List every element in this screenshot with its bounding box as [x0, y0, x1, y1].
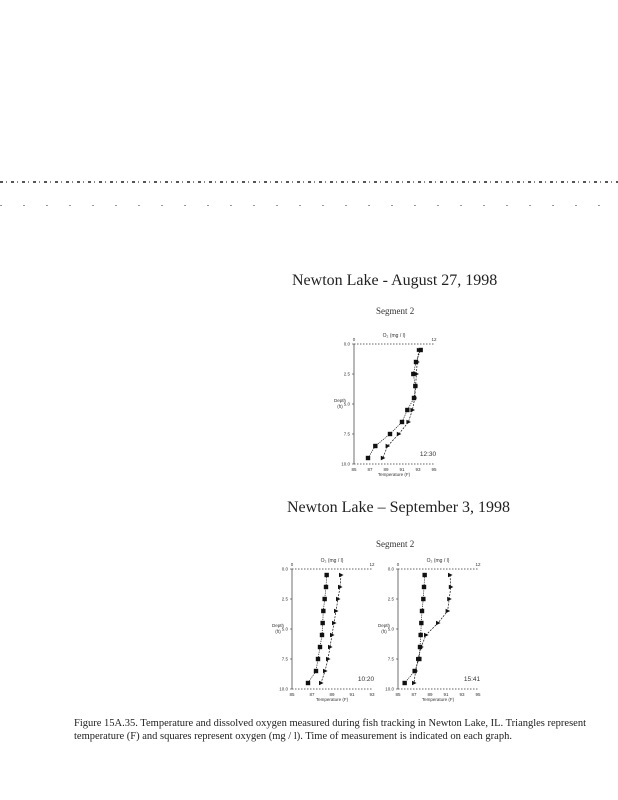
o2-tick-label: 12	[369, 562, 375, 567]
temperature-tick-label: 93	[415, 467, 421, 472]
panel-title-august: Newton Lake - August 27, 1998	[292, 272, 498, 289]
depth-tick-label: 10.0	[341, 461, 350, 467]
oxygen-point	[318, 645, 322, 649]
depth-tick-label: 5.0	[387, 626, 394, 632]
temperature-point	[319, 681, 324, 686]
oxygen-point	[324, 585, 328, 589]
scan-artifact-line	[0, 205, 618, 206]
oxygen-point	[413, 384, 417, 388]
oxygen-point	[417, 657, 421, 661]
temperature-tick-label: 91	[349, 692, 355, 697]
segment-label-august: Segment 2	[376, 306, 415, 316]
depth-tick-label: 5.0	[343, 401, 350, 407]
temperature-point	[323, 669, 328, 674]
depth-tick-label: 2.5	[387, 596, 394, 602]
scan-artifact-line	[0, 181, 618, 183]
oxygen-point	[420, 609, 424, 613]
oxygen-point	[422, 585, 426, 589]
o2-axis-label: O₂ (mg / l)	[426, 558, 450, 564]
temperature-tick-label: 91	[443, 692, 449, 697]
temperature-tick-label: 95	[475, 692, 481, 697]
depth-tick-label: 0.0	[387, 566, 394, 572]
temperature-point	[397, 432, 402, 437]
temperature-axis-label: Temperature (F)	[315, 697, 349, 702]
oxygen-point	[411, 372, 415, 376]
segment-label-september: Segment 2	[376, 539, 415, 549]
depth-axis-label: Depth	[271, 623, 285, 628]
time-label: 12:30	[419, 451, 437, 458]
temperature-axis-label: Temperature (F)	[421, 697, 455, 702]
chart-september-1541	[378, 551, 498, 711]
temperature-point	[332, 621, 337, 626]
depth-axis-unit: (ft)	[337, 404, 343, 409]
temperature-tick-label: 89	[427, 692, 433, 697]
oxygen-series-line	[405, 575, 425, 683]
temperature-point	[424, 633, 429, 638]
temperature-point	[339, 573, 344, 578]
oxygen-point	[306, 681, 310, 685]
o2-axis-label: O₂ (mg / l)	[320, 558, 344, 564]
temperature-tick-label: 93	[369, 692, 375, 697]
depth-tick-label: 0.0	[281, 566, 288, 572]
oxygen-point	[418, 633, 422, 637]
depth-axis-label: Depth	[377, 623, 391, 628]
time-label: 10:20	[357, 676, 375, 683]
oxygen-point	[418, 645, 422, 649]
oxygen-point	[320, 633, 324, 637]
time-label: 15:41	[463, 676, 481, 683]
temperature-tick-label: 91	[399, 467, 405, 472]
oxygen-point	[320, 621, 324, 625]
depth-tick-label: 0.0	[343, 341, 350, 347]
temperature-point	[449, 585, 454, 590]
temperature-series-line	[383, 350, 419, 458]
depth-tick-label: 5.0	[281, 626, 288, 632]
oxygen-point	[422, 573, 426, 577]
o2-tick-label: 0	[290, 562, 294, 567]
oxygen-point	[418, 348, 422, 352]
o2-tick-label: 0	[352, 337, 356, 342]
oxygen-point	[316, 657, 320, 661]
temperature-point	[386, 444, 391, 449]
chart-august-1230	[334, 326, 454, 486]
temperature-tick-label: 85	[395, 692, 401, 697]
oxygen-point	[400, 420, 404, 424]
depth-axis-unit: (ft)	[275, 629, 281, 634]
o2-tick-label: 0	[396, 562, 400, 567]
oxygen-point	[421, 597, 425, 601]
temperature-tick-label: 87	[367, 467, 373, 472]
depth-axis-label: Depth	[333, 398, 347, 403]
depth-axis-unit: (ft)	[381, 629, 387, 634]
oxygen-point	[314, 669, 318, 673]
oxygen-point	[366, 456, 370, 460]
depth-tick-label: 10.0	[385, 686, 394, 692]
oxygen-point	[412, 396, 416, 400]
temperature-tick-label: 85	[351, 467, 357, 472]
panel-title-september: Newton Lake – September 3, 1998	[287, 499, 511, 516]
oxygen-point	[324, 573, 328, 577]
o2-axis-label: O₂ (mg / l)	[382, 333, 406, 339]
temperature-tick-label: 89	[329, 692, 335, 697]
depth-tick-label: 7.5	[343, 431, 350, 437]
temperature-tick-label: 87	[411, 692, 417, 697]
temperature-tick-label: 95	[431, 467, 437, 472]
oxygen-point	[321, 609, 325, 613]
depth-tick-label: 7.5	[387, 656, 394, 662]
temperature-tick-label: 89	[383, 467, 389, 472]
temperature-point	[436, 621, 441, 626]
oxygen-point	[412, 669, 416, 673]
figure-caption: Figure 15A.35. Temperature and dissolved oxygen measured during fish tracking in Newton Lake, IL. Triangles represent temperature (F) and squares represent oxygen (mg / l). Time of measurement is indicated on each graph.	[74, 718, 586, 742]
oxygen-point	[402, 681, 406, 685]
oxygen-point	[414, 360, 418, 364]
temperature-tick-label: 93	[459, 692, 465, 697]
depth-tick-label: 2.5	[281, 596, 288, 602]
o2-tick-label: 12	[475, 562, 481, 567]
oxygen-point	[322, 597, 326, 601]
temperature-series-line	[321, 575, 341, 683]
temperature-point	[334, 609, 339, 614]
temperature-series-line	[414, 575, 451, 683]
chart-september-1020	[272, 551, 392, 711]
temperature-point	[446, 609, 451, 614]
oxygen-series-line	[308, 575, 327, 683]
oxygen-point	[419, 621, 423, 625]
depth-tick-label: 7.5	[281, 656, 288, 662]
temperature-axis-label: Temperature (F)	[377, 472, 411, 477]
oxygen-point	[373, 444, 377, 448]
oxygen-series-line	[368, 350, 421, 458]
oxygen-point	[388, 432, 392, 436]
depth-tick-label: 10.0	[279, 686, 288, 692]
oxygen-point	[405, 408, 409, 412]
temperature-tick-label: 85	[289, 692, 295, 697]
temperature-tick-label: 87	[309, 692, 315, 697]
depth-tick-label: 2.5	[343, 371, 350, 377]
o2-tick-label: 12	[431, 337, 437, 342]
